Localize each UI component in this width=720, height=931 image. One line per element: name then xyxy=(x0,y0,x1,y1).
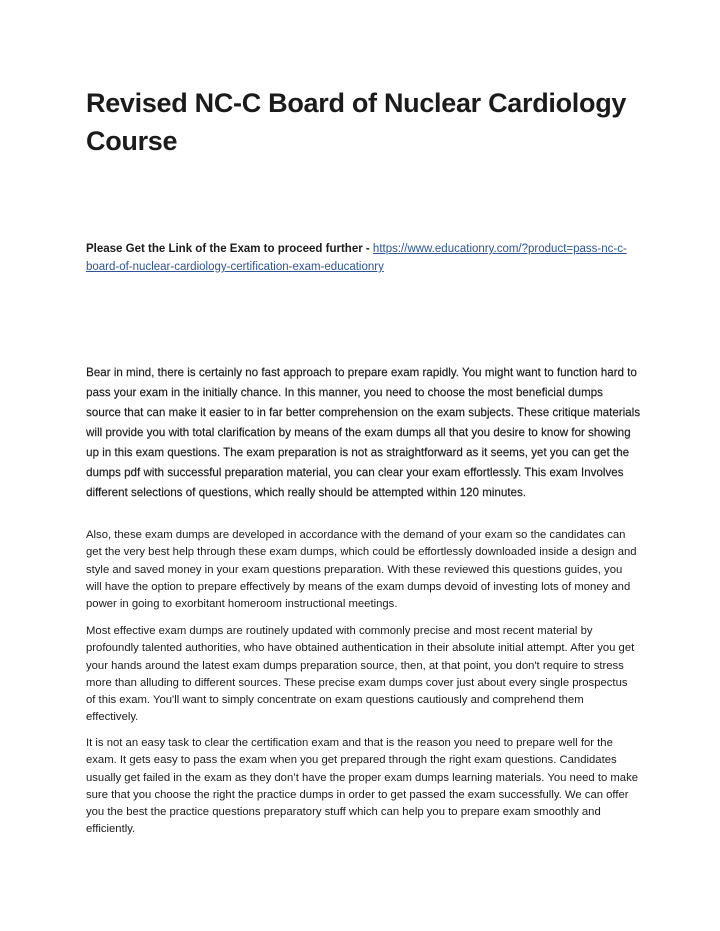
intro-paragraph: Bear in mind, there is certainly no fast approach to prepare exam rapidly. You might want to function hard to pass your exam in the initially chance. In this manner, you need to choose the most beneficial dumps source that can make it easier to in far better comprehension on the exam subjects. These critique materials will provide you with total clarification by means of the exam dumps all that you desire to know for showing up in this exam questions. The exam preparation is not as straightforward as it seems, yet you can get the dumps pdf with successful preparation material, you can clear your exam effortlessly. This exam Involves different selections of questions, which really should be attempted within 120 minutes. xyxy=(86,366,640,499)
document-title: Revised NC-C Board of Nuclear Cardiology Course xyxy=(86,88,627,156)
body-paragraph-certification-exam: It is not an easy task to clear the certification exam and that is the reason you need to prepare well for the exam. It gets easy to pass the exam when you get prepared through the right exam questions. Candidates usually get failed in the exam as they don’t have the proper exam dumps learning materials. You need to make sure that you choose the right the practice dumps in order to get passed the exam successfully. We can offer you the best the practice questions preparatory stuff which can help you to prepare exam smoothly and efficiently. xyxy=(86,737,638,836)
body-paragraph-exam-dumps-design: Also, these exam dumps are developed in accordance with the demand of your exam so the candidates can get the very best help through these exam dumps, which could be effortlessly downloaded inside a design and style and saved money in your exam questions preparation. With these reviewed this questions guides, you will have the option to prepare effectively by means of the exam dumps devoid of investing lots of money and power in going to exorbitant homeroom instructional meetings. xyxy=(86,529,637,611)
exam-link-label: Please Get the Link of the Exam to proceed further - xyxy=(86,243,373,255)
body-paragraph-updated-dumps: Most effective exam dumps are routinely updated with commonly precise and most recent material by profoundly talented authorities, who have obtained authentication in their absolute initial attempt. After you get your hands around the latest exam dumps preparation source, then, at that point, you don't require to stress more than alluding to different sources. These precise exam dumps cover just about every single prospectus of this exam. You'll want to simply concentrate on exam questions cautiously and comprehend them effectively. xyxy=(86,625,635,724)
exam-link[interactable]: https://www.educationry.com/?product=pass-nc-c-board-of-nuclear-cardiology-certification-exam-educationry xyxy=(86,243,627,273)
exam-link-paragraph xyxy=(86,240,638,276)
